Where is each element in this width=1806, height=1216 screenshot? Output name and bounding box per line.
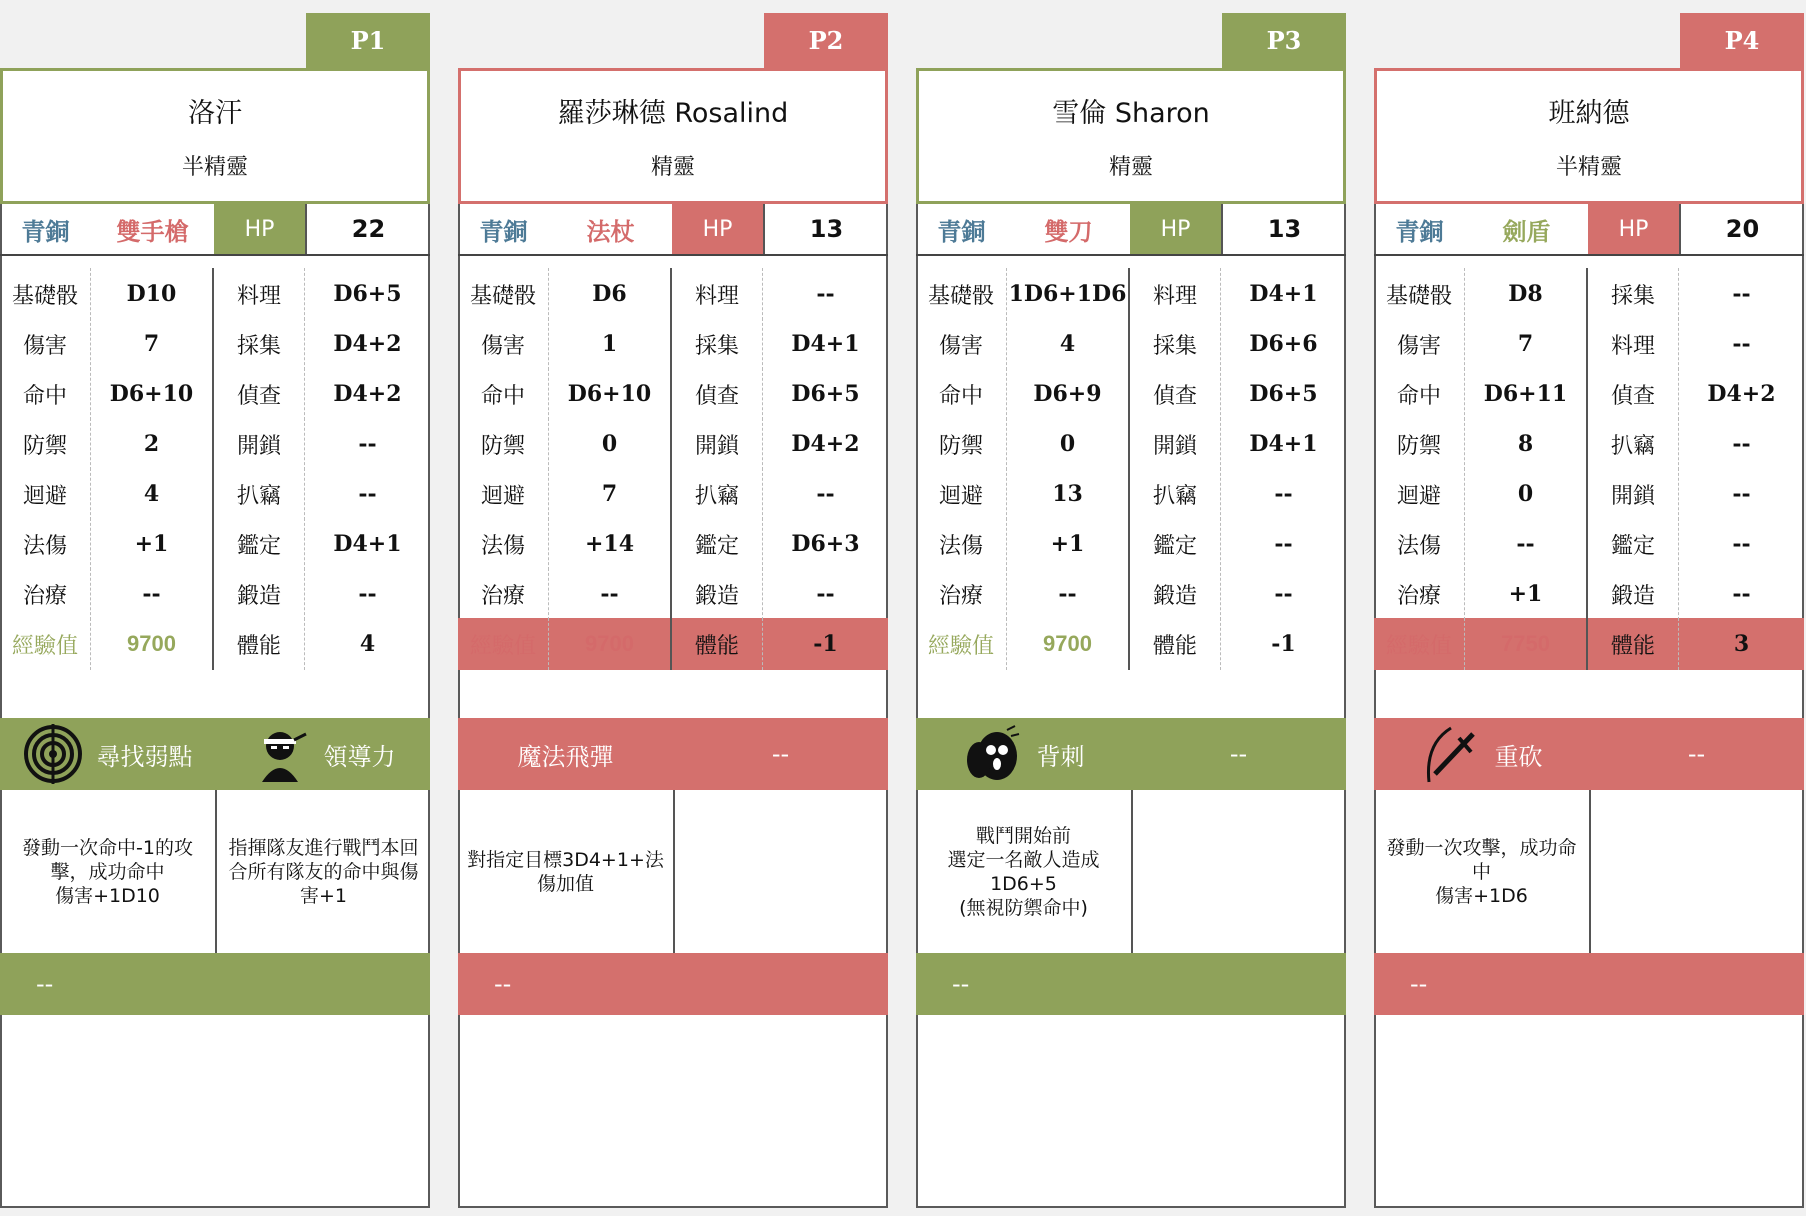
skill-descriptions xyxy=(0,790,430,954)
passive-value: -- xyxy=(494,970,512,998)
sword-slash-icon xyxy=(1421,724,1481,784)
stat-value: -- xyxy=(1465,518,1588,570)
target-icon xyxy=(23,724,83,784)
leader-icon xyxy=(250,724,310,784)
character-name: 班納德 xyxy=(1548,98,1630,129)
header-row xyxy=(0,204,430,256)
skill-name: 尋找弱點 xyxy=(96,742,193,771)
stat-row xyxy=(916,368,1346,420)
stat-label: 經驗值 xyxy=(1374,618,1465,670)
skill-value: -- xyxy=(1732,531,1751,557)
skill-label: 鍛造 xyxy=(1130,568,1221,620)
stat-label: 經驗值 xyxy=(916,618,1007,670)
stat-value: 7 xyxy=(91,318,214,370)
passive-bar xyxy=(458,953,888,1015)
active-skills-bar xyxy=(0,718,430,790)
skill-description: 發動一次命中-1的攻擊，成功命中 傷害+1D10 xyxy=(22,836,193,907)
stat-label: 迴避 xyxy=(916,468,1007,520)
stat-label: 治療 xyxy=(1374,568,1465,620)
skill-label: 體能 xyxy=(672,618,763,670)
rank-label: 青銅 xyxy=(937,217,986,246)
skill-label: 體能 xyxy=(1130,618,1221,670)
skill-label: 料理 xyxy=(1130,268,1221,320)
stat-row xyxy=(1374,268,1804,320)
weapon-label: 雙刀 xyxy=(1044,217,1093,246)
skill-label: 鍛造 xyxy=(1588,568,1679,620)
stat-label: 防禦 xyxy=(1374,418,1465,470)
skill-value: D4+2 xyxy=(791,431,860,457)
active-skill[interactable] xyxy=(916,718,1131,790)
skill-value: D4+2 xyxy=(333,381,402,407)
skill-label: 偵查 xyxy=(672,368,763,420)
stat-value: D10 xyxy=(91,268,214,320)
skill-value: D4+1 xyxy=(1249,281,1318,307)
skill-label: 鍛造 xyxy=(672,568,763,620)
skill-label: 偵查 xyxy=(1130,368,1221,420)
skill-label: 偵查 xyxy=(214,368,305,420)
player-card xyxy=(1374,0,1804,1208)
stat-label: 法傷 xyxy=(458,518,549,570)
skill-value: -1 xyxy=(813,631,838,657)
skill-value: -- xyxy=(1274,581,1293,607)
stat-value: 7 xyxy=(549,468,672,520)
skill-value: D6+6 xyxy=(1249,331,1318,357)
stat-label: 防禦 xyxy=(458,418,549,470)
stat-label: 經驗值 xyxy=(0,618,91,670)
stat-value: 9700 xyxy=(549,618,672,670)
stat-value: 8 xyxy=(1465,418,1588,470)
skill-label: 偵查 xyxy=(1588,368,1679,420)
skill-descriptions xyxy=(458,790,888,954)
stat-row xyxy=(1374,368,1804,420)
stat-value: 13 xyxy=(1007,468,1130,520)
stat-value: 4 xyxy=(1007,318,1130,370)
skill-label: 採集 xyxy=(1588,268,1679,320)
active-skill[interactable] xyxy=(1589,718,1804,790)
passive-bar xyxy=(916,953,1346,1015)
stat-row xyxy=(1374,418,1804,470)
passive-value: -- xyxy=(1410,970,1428,998)
skill-name: -- xyxy=(1687,740,1706,768)
stat-value: 4 xyxy=(91,468,214,520)
stat-label: 迴避 xyxy=(1374,468,1465,520)
skill-value: -- xyxy=(1274,481,1293,507)
skill-label: 體能 xyxy=(214,618,305,670)
stat-label: 防禦 xyxy=(0,418,91,470)
stat-row xyxy=(0,468,430,520)
active-skill[interactable] xyxy=(1374,718,1589,790)
character-race: 半精靈 xyxy=(181,155,248,180)
stat-label: 命中 xyxy=(916,368,1007,420)
character-race: 半精靈 xyxy=(1555,155,1622,180)
scared-icon xyxy=(963,724,1023,784)
stat-row xyxy=(0,618,430,670)
stat-row xyxy=(916,568,1346,620)
skill-value: -- xyxy=(1732,431,1751,457)
weapon-label: 劍盾 xyxy=(1502,217,1551,246)
skill-value: D4+2 xyxy=(333,331,402,357)
character-header xyxy=(916,68,1346,204)
skill-value: D6+5 xyxy=(791,381,860,407)
skill-value: -- xyxy=(358,431,377,457)
stat-row xyxy=(458,418,888,470)
header-row xyxy=(1374,204,1804,256)
stat-label: 命中 xyxy=(458,368,549,420)
passive-value: -- xyxy=(36,970,54,998)
skill-value: -- xyxy=(1732,581,1751,607)
rank-label: 青銅 xyxy=(21,217,70,246)
skill-label: 開鎖 xyxy=(214,418,305,470)
stat-value: +14 xyxy=(549,518,672,570)
stat-row xyxy=(0,568,430,620)
skill-name: -- xyxy=(771,740,790,768)
player-card xyxy=(0,0,430,1208)
skill-label: 鑑定 xyxy=(214,518,305,570)
skill-value: D6+5 xyxy=(333,281,402,307)
stat-row xyxy=(458,318,888,370)
player-tab[interactable]: P1 xyxy=(306,13,430,68)
character-name: 雪倫 Sharon xyxy=(1052,98,1210,129)
skill-value: D6+3 xyxy=(791,531,860,557)
stat-row xyxy=(0,268,430,320)
skill-label: 料理 xyxy=(214,268,305,320)
skill-value: -- xyxy=(816,581,835,607)
stat-value: D6+10 xyxy=(549,368,672,420)
stat-value: 1 xyxy=(549,318,672,370)
stat-row xyxy=(916,468,1346,520)
skill-label: 扒竊 xyxy=(1588,418,1679,470)
stat-value: +1 xyxy=(91,518,214,570)
hp-label: HP xyxy=(1588,204,1679,254)
hp-label: HP xyxy=(214,204,305,254)
skill-label: 採集 xyxy=(1130,318,1221,370)
skill-value: D4+1 xyxy=(333,531,402,557)
stat-row xyxy=(0,368,430,420)
skill-label: 開鎖 xyxy=(672,418,763,470)
skill-label: 採集 xyxy=(672,318,763,370)
stat-row xyxy=(458,568,888,620)
stat-value: +1 xyxy=(1007,518,1130,570)
rank-label: 青銅 xyxy=(1395,217,1444,246)
stat-value: D6+9 xyxy=(1007,368,1130,420)
rank-label: 青銅 xyxy=(479,217,528,246)
skill-value: -- xyxy=(816,481,835,507)
stat-label: 基礎骰 xyxy=(458,268,549,320)
header-row xyxy=(916,204,1346,256)
player-card xyxy=(458,0,888,1208)
hp-value: 20 xyxy=(1679,204,1804,254)
stat-label: 傷害 xyxy=(0,318,91,370)
stat-label: 法傷 xyxy=(1374,518,1465,570)
skill-value: -1 xyxy=(1271,631,1296,657)
stat-value: 0 xyxy=(549,418,672,470)
skill-value: D4+1 xyxy=(791,331,860,357)
stat-label: 基礎骰 xyxy=(1374,268,1465,320)
stat-row xyxy=(916,318,1346,370)
stat-row xyxy=(458,468,888,520)
skill-label: 料理 xyxy=(672,268,763,320)
skill-label: 鑑定 xyxy=(672,518,763,570)
skill-value: D6+5 xyxy=(1249,381,1318,407)
stat-row xyxy=(0,518,430,570)
stat-value: -- xyxy=(91,568,214,620)
stat-row xyxy=(458,268,888,320)
skill-label: 扒竊 xyxy=(1130,468,1221,520)
stat-label: 迴避 xyxy=(0,468,91,520)
active-skill[interactable] xyxy=(458,718,673,790)
skill-label: 扒竊 xyxy=(214,468,305,520)
skill-name: 背刺 xyxy=(1036,742,1085,771)
skill-description: 對指定目標3D4+1+法傷加值 xyxy=(467,848,664,895)
skill-name: 領導力 xyxy=(323,742,396,771)
skill-description xyxy=(1131,790,1346,953)
player-tab[interactable]: P4 xyxy=(1680,13,1804,68)
skill-value: -- xyxy=(1732,331,1751,357)
stat-row xyxy=(458,618,888,670)
stat-value: 7750 xyxy=(1465,618,1588,670)
skill-name: 重砍 xyxy=(1494,742,1543,771)
skill-label: 料理 xyxy=(1588,318,1679,370)
stat-label: 命中 xyxy=(0,368,91,420)
character-header xyxy=(1374,68,1804,204)
character-race: 精靈 xyxy=(650,155,695,180)
character-header xyxy=(0,68,430,204)
stat-label: 傷害 xyxy=(1374,318,1465,370)
stat-row xyxy=(1374,518,1804,570)
skill-descriptions xyxy=(1374,790,1804,954)
hp-value: 13 xyxy=(763,204,888,254)
stat-row xyxy=(0,318,430,370)
skill-label: 採集 xyxy=(214,318,305,370)
stat-label: 命中 xyxy=(1374,368,1465,420)
stat-value: D6+10 xyxy=(91,368,214,420)
passive-bar xyxy=(1374,953,1804,1015)
active-skills-bar xyxy=(1374,718,1804,790)
skill-value: D4+1 xyxy=(1249,431,1318,457)
stat-label: 經驗值 xyxy=(458,618,549,670)
passive-value: -- xyxy=(952,970,970,998)
skill-label: 體能 xyxy=(1588,618,1679,670)
stat-label: 傷害 xyxy=(458,318,549,370)
character-name: 羅莎琳德 Rosalind xyxy=(557,98,789,129)
skill-label: 扒竊 xyxy=(672,468,763,520)
stat-label: 基礎骰 xyxy=(0,268,91,320)
stat-value: -- xyxy=(549,568,672,620)
hp-value: 22 xyxy=(305,204,430,254)
stat-row xyxy=(1374,318,1804,370)
stat-label: 法傷 xyxy=(0,518,91,570)
hp-label: HP xyxy=(672,204,763,254)
skill-value: -- xyxy=(1274,531,1293,557)
player-tab[interactable]: P2 xyxy=(764,13,888,68)
active-skill[interactable] xyxy=(0,718,215,790)
stat-value: D6 xyxy=(549,268,672,320)
stat-value: 7 xyxy=(1465,318,1588,370)
active-skills-bar xyxy=(458,718,888,790)
stat-row xyxy=(1374,568,1804,620)
hp-value: 13 xyxy=(1221,204,1346,254)
active-skill[interactable] xyxy=(673,718,888,790)
stat-label: 防禦 xyxy=(916,418,1007,470)
skill-description xyxy=(1589,790,1804,953)
active-skill[interactable] xyxy=(215,718,430,790)
skill-description xyxy=(673,790,888,953)
active-skill[interactable] xyxy=(1131,718,1346,790)
skill-value: -- xyxy=(1732,281,1751,307)
stat-row xyxy=(458,368,888,420)
skill-value: D4+2 xyxy=(1707,381,1776,407)
skill-value: 3 xyxy=(1733,631,1750,657)
skill-value: -- xyxy=(358,581,377,607)
stat-value: 0 xyxy=(1007,418,1130,470)
stat-label: 迴避 xyxy=(458,468,549,520)
skill-descriptions xyxy=(916,790,1346,954)
skill-label: 鑑定 xyxy=(1130,518,1221,570)
stat-value: 9700 xyxy=(91,618,214,670)
stat-row xyxy=(1374,618,1804,670)
stat-label: 治療 xyxy=(458,568,549,620)
skill-label: 開鎖 xyxy=(1130,418,1221,470)
skill-label: 開鎖 xyxy=(1588,468,1679,520)
skill-value: -- xyxy=(816,281,835,307)
stat-row xyxy=(0,418,430,470)
stat-label: 基礎骰 xyxy=(916,268,1007,320)
stat-row xyxy=(1374,468,1804,520)
passive-bar xyxy=(0,953,430,1015)
stat-row xyxy=(916,268,1346,320)
stat-row xyxy=(916,618,1346,670)
skill-name: 魔法飛彈 xyxy=(517,742,614,771)
stat-value: 1D6+1D6 xyxy=(1007,268,1130,320)
player-card xyxy=(916,0,1346,1208)
stat-label: 治療 xyxy=(0,568,91,620)
stat-value: 0 xyxy=(1465,468,1588,520)
stat-value: D8 xyxy=(1465,268,1588,320)
skill-value: 4 xyxy=(359,631,376,657)
skill-description: 發動一次攻擊，成功命中 傷害+1D6 xyxy=(1386,836,1577,907)
stat-row xyxy=(916,518,1346,570)
hp-label: HP xyxy=(1130,204,1221,254)
stat-label: 傷害 xyxy=(916,318,1007,370)
skill-description: 指揮隊友進行戰鬥本回合所有隊友的命中與傷害+1 xyxy=(215,790,430,953)
weapon-label: 法杖 xyxy=(586,217,635,246)
stat-label: 治療 xyxy=(916,568,1007,620)
skill-name: -- xyxy=(1229,740,1248,768)
stat-row xyxy=(916,418,1346,470)
stat-value: 2 xyxy=(91,418,214,470)
skill-value: -- xyxy=(358,481,377,507)
header-row xyxy=(458,204,888,256)
stat-value: -- xyxy=(1007,568,1130,620)
stat-value: D6+11 xyxy=(1465,368,1588,420)
character-race: 精靈 xyxy=(1108,155,1153,180)
player-tab[interactable]: P3 xyxy=(1222,13,1346,68)
skill-value: -- xyxy=(1732,481,1751,507)
skill-label: 鍛造 xyxy=(214,568,305,620)
stat-label: 法傷 xyxy=(916,518,1007,570)
weapon-label: 雙手槍 xyxy=(116,217,189,246)
stat-value: 9700 xyxy=(1007,618,1130,670)
stat-row xyxy=(458,518,888,570)
skill-label: 鑑定 xyxy=(1588,518,1679,570)
character-header xyxy=(458,68,888,204)
stat-value: +1 xyxy=(1465,568,1588,620)
character-name: 洛汗 xyxy=(188,98,242,129)
skill-description: 戰鬥開始前 選定一名敵人造成 1D6+5 (無視防禦命中) xyxy=(947,824,1100,919)
active-skills-bar xyxy=(916,718,1346,790)
